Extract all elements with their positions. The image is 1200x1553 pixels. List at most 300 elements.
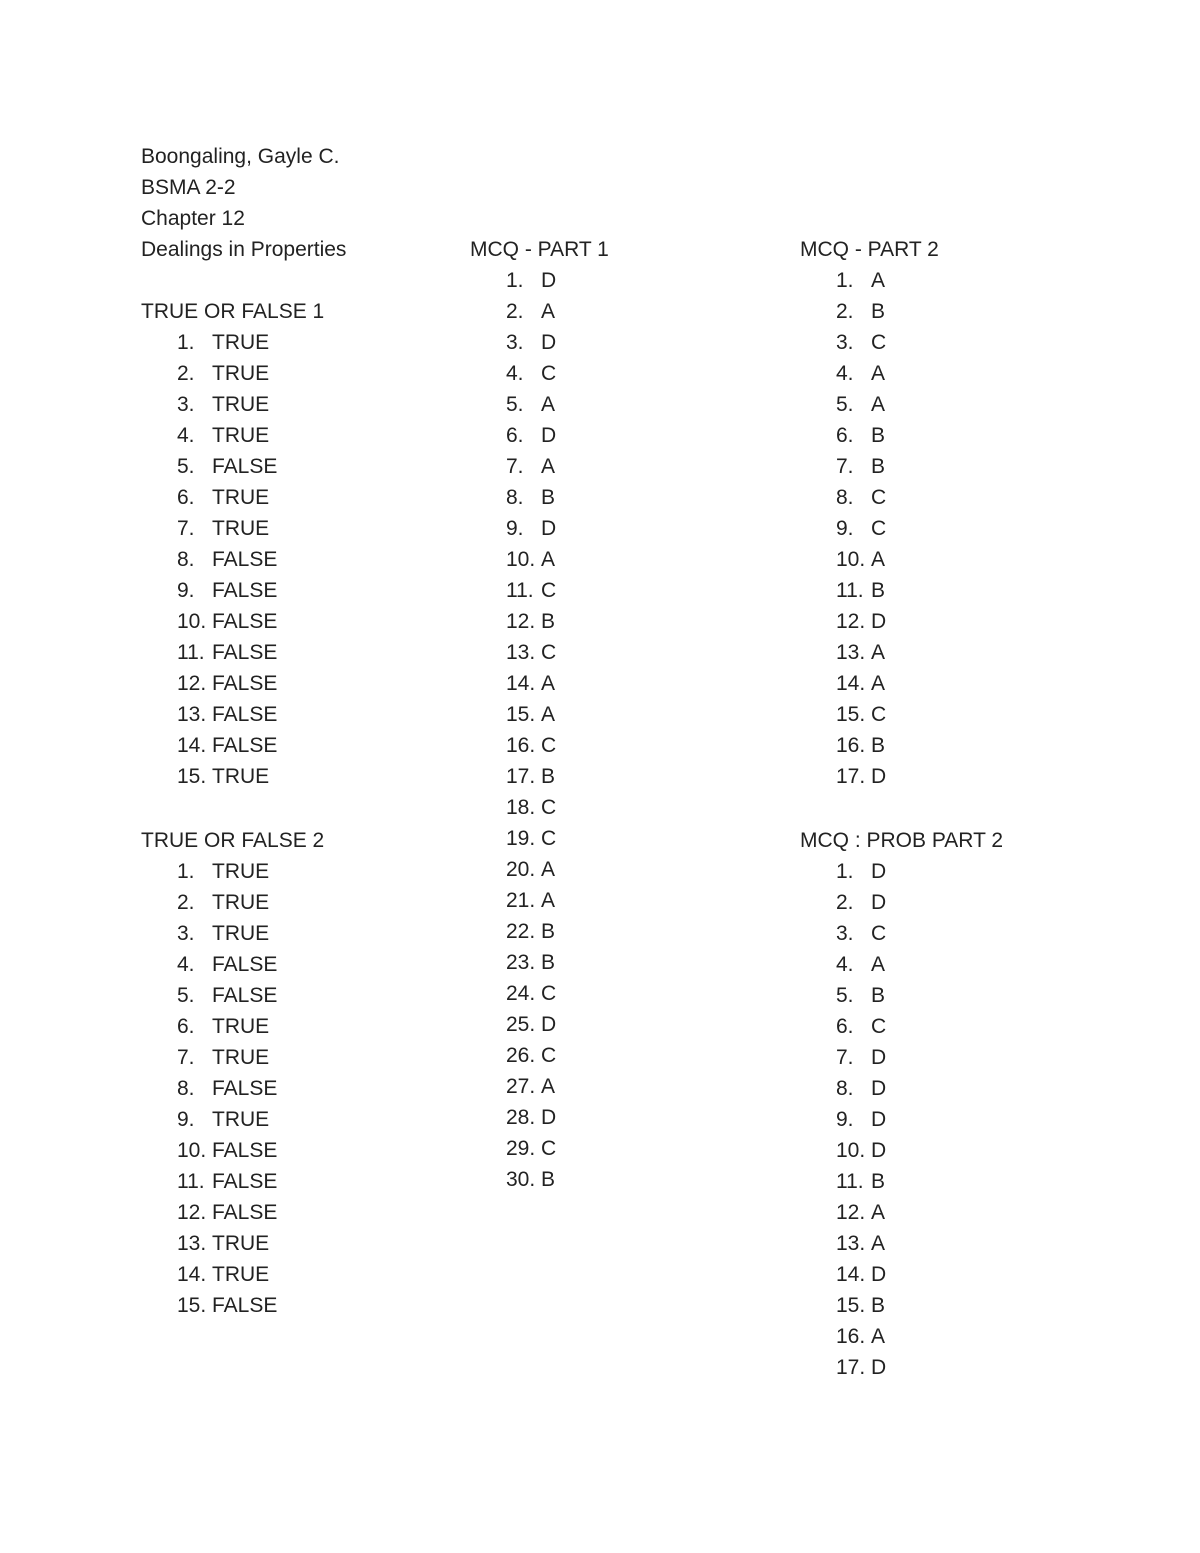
answer-number: 1. [177,860,195,883]
answer-item [836,358,939,389]
answer-number: 8. [177,1077,195,1100]
answer-value: B [541,1168,556,1191]
answer-value: B [871,579,886,602]
answer-number: 15. [177,765,207,788]
answer-value: FALSE [212,548,278,571]
answer-value: A [541,889,556,912]
answer-item [177,668,324,699]
answer-value: A [871,641,886,664]
answer-value: A [871,548,886,571]
answer-value: B [871,1294,886,1317]
answer-value: FALSE [212,1201,278,1224]
answer-item [506,389,609,420]
answer-item [177,730,324,761]
section-true-false-1 [141,296,324,792]
answer-value: B [871,734,886,757]
answer-number: 21. [506,889,536,912]
answer-list [141,327,324,792]
answer-number: 14. [177,1263,207,1286]
answer-item [836,1259,1003,1290]
answer-value: C [541,1137,557,1160]
answer-value: D [541,517,557,540]
answer-number: 7. [177,1046,195,1069]
answer-value: A [541,300,556,323]
answer-number: 16. [836,734,866,757]
answer-value: B [541,765,556,788]
section-title: MCQ : PROB PART 2 [800,829,1004,852]
answer-item [177,1073,324,1104]
answer-value: B [871,300,886,323]
answer-item [177,1228,324,1259]
answer-item [177,637,324,668]
answer-item [506,730,609,761]
answer-value: TRUE [212,1015,270,1038]
answer-number: 18. [506,796,536,819]
answer-value: FALSE [212,734,278,757]
answer-item [836,513,939,544]
answer-number: 11. [177,1170,205,1193]
answer-number: 22. [506,920,536,943]
answer-number: 4. [836,362,854,385]
answer-value: D [541,269,557,292]
answer-number: 9. [836,1108,854,1131]
answer-value: D [871,860,887,883]
answer-item [506,482,609,513]
answer-item [506,451,609,482]
answer-item [836,296,939,327]
answer-item [506,296,609,327]
answer-number: 15. [836,703,866,726]
answer-value: A [541,672,556,695]
answer-item [836,761,939,792]
document-header [141,141,346,265]
answer-value: C [871,517,887,540]
answer-value: D [871,1139,887,1162]
answer-item [836,699,939,730]
answer-number: 16. [836,1325,866,1348]
answer-number: 17. [506,765,536,788]
answer-number: 14. [836,672,866,695]
section-title: MCQ - PART 2 [800,238,939,261]
answer-item [506,265,609,296]
answer-item [177,856,324,887]
answer-item [836,389,939,420]
answer-item [836,730,939,761]
section-title: TRUE OR FALSE 2 [141,829,325,852]
answer-number: 12. [177,1201,207,1224]
answer-number: 3. [836,922,854,945]
answer-number: 30. [506,1168,536,1191]
answer-item [177,389,324,420]
answer-number: 1. [506,269,524,292]
answer-value: A [871,393,886,416]
answer-number: 12. [177,672,207,695]
answer-value: A [541,1075,556,1098]
answer-number: 6. [506,424,524,447]
answer-number: 9. [836,517,854,540]
answer-number: 15. [836,1294,866,1317]
section-title: TRUE OR FALSE 1 [141,300,325,323]
answer-number: 2. [836,300,854,323]
answer-value: C [541,579,557,602]
answer-value: C [541,641,557,664]
answer-value: D [871,1263,887,1286]
answer-number: 5. [177,455,195,478]
answer-value: A [541,858,556,881]
answer-item [506,358,609,389]
answer-value: TRUE [212,1263,270,1286]
answer-number: 10. [836,548,866,571]
answer-item [506,420,609,451]
answer-item [177,420,324,451]
answer-value: TRUE [212,1232,270,1255]
answer-item [177,1197,324,1228]
answer-item [177,887,324,918]
answer-value: B [871,984,886,1007]
answer-number: 8. [836,1077,854,1100]
answer-item [506,1133,609,1164]
answer-number: 3. [836,331,854,354]
answer-item [177,575,324,606]
answer-value: D [541,424,557,447]
answer-item [177,699,324,730]
answer-item [836,949,1003,980]
answer-value: D [871,1108,887,1131]
answer-value: C [871,922,887,945]
answer-value: FALSE [212,672,278,695]
answer-number: 8. [177,548,195,571]
answer-value: B [541,920,556,943]
answer-number: 15. [177,1294,207,1317]
answer-item [836,265,939,296]
answer-number: 3. [177,393,195,416]
answer-number: 2. [177,362,195,385]
section-mcq-prob-part-2 [800,825,1003,1383]
answer-item [177,980,324,1011]
answer-item [836,1073,1003,1104]
answer-item [177,949,324,980]
answer-item [836,1042,1003,1073]
answer-number: 15. [506,703,536,726]
answer-value: C [871,703,887,726]
answer-value: C [541,362,557,385]
answer-number: 1. [836,860,854,883]
answer-item [506,792,609,823]
chapter-label: Chapter 12 [141,207,245,230]
answer-value: D [871,1356,887,1379]
answer-item [506,575,609,606]
answer-value: A [541,703,556,726]
answer-item [506,606,609,637]
answer-value: TRUE [212,891,270,914]
answer-number: 8. [506,486,524,509]
answer-item [506,668,609,699]
answer-value: A [541,393,556,416]
answer-number: 4. [177,953,195,976]
answer-value: B [541,486,556,509]
answer-value: TRUE [212,486,270,509]
student-section: BSMA 2-2 [141,176,236,199]
answer-list [470,265,609,1195]
answer-item [506,978,609,1009]
answer-value: C [541,796,557,819]
answer-value: C [541,982,557,1005]
answer-item [506,513,609,544]
answer-item [177,1259,324,1290]
answer-number: 16. [506,734,536,757]
answer-value: A [871,362,886,385]
answer-item [506,1102,609,1133]
answer-number: 13. [177,703,207,726]
answer-item [506,1040,609,1071]
answer-item [177,1011,324,1042]
answer-number: 28. [506,1106,536,1129]
answer-item [836,1104,1003,1135]
answer-value: FALSE [212,984,278,1007]
answer-number: 8. [836,486,854,509]
answer-number: 2. [177,891,195,914]
answer-item [506,699,609,730]
answer-number: 6. [177,1015,195,1038]
answer-number: 14. [177,734,207,757]
answer-number: 6. [177,486,195,509]
answer-number: 13. [836,641,866,664]
answer-item [177,327,324,358]
answer-number: 20. [506,858,536,881]
answer-number: 7. [177,517,195,540]
student-name: Boongaling, Gayle C. [141,145,340,168]
answer-number: 1. [836,269,854,292]
answer-item [836,1166,1003,1197]
answer-value: D [541,1106,557,1129]
answer-number: 9. [177,579,195,602]
answer-number: 12. [836,610,866,633]
answer-number: 9. [506,517,524,540]
answer-item [177,1290,324,1321]
answer-number: 17. [836,765,866,788]
answer-value: A [541,548,556,571]
answer-value: TRUE [212,362,270,385]
answer-number: 2. [836,891,854,914]
answer-number: 10. [506,548,536,571]
answer-number: 4. [177,424,195,447]
answer-value: C [541,827,557,850]
answer-value: TRUE [212,424,270,447]
answer-item [836,1352,1003,1383]
answer-value: B [871,424,886,447]
topic-label: Dealings in Properties [141,238,347,261]
answer-item [836,327,939,358]
answer-value: D [871,891,887,914]
answer-number: 17. [836,1356,866,1379]
answer-value: TRUE [212,922,270,945]
answer-value: FALSE [212,1139,278,1162]
answer-item [836,1290,1003,1321]
answer-item [836,887,1003,918]
answer-number: 6. [836,1015,854,1038]
answer-item [177,918,324,949]
answer-number: 4. [836,953,854,976]
answer-value: TRUE [212,393,270,416]
answer-value: C [871,331,887,354]
answer-value: TRUE [212,331,270,354]
answer-item [177,1135,324,1166]
answer-item [836,918,1003,949]
answer-value: C [871,486,887,509]
answer-list [141,856,324,1321]
answer-number: 4. [506,362,524,385]
answer-number: 5. [177,984,195,1007]
answer-value: D [541,331,557,354]
answer-value: D [541,1013,557,1036]
section-mcq-part-2 [800,234,939,792]
answer-value: C [871,1015,887,1038]
answer-number: 7. [836,1046,854,1069]
answer-number: 3. [177,922,195,945]
answer-number: 13. [177,1232,207,1255]
answer-list [800,856,1003,1383]
answer-item [836,1011,1003,1042]
answer-item [836,1135,1003,1166]
answer-number: 24. [506,982,536,1005]
answer-number: 12. [836,1201,866,1224]
answer-value: A [871,672,886,695]
answer-item [506,854,609,885]
answer-value: FALSE [212,610,278,633]
answer-item [506,885,609,916]
answer-item [177,1042,324,1073]
answer-value: FALSE [212,703,278,726]
answer-item [506,947,609,978]
answer-value: FALSE [212,579,278,602]
answer-value: B [541,610,556,633]
answer-item [506,761,609,792]
answer-item [506,1009,609,1040]
answer-value: TRUE [212,860,270,883]
answer-number: 12. [506,610,536,633]
answer-number: 5. [836,984,854,1007]
answer-value: C [541,734,557,757]
answer-item [836,1321,1003,1352]
answer-item [177,761,324,792]
answer-item [506,1071,609,1102]
answer-value: A [871,1232,886,1255]
answer-item [506,916,609,947]
answer-number: 13. [506,641,536,664]
section-true-false-2 [141,825,324,1321]
answer-item [177,358,324,389]
answer-item [836,575,939,606]
section-title: MCQ - PART 1 [470,238,609,261]
answer-value: A [541,455,556,478]
answer-value: FALSE [212,455,278,478]
answer-value: B [871,455,886,478]
answer-item [836,668,939,699]
answer-value: A [871,269,886,292]
answer-number: 29. [506,1137,536,1160]
answer-value: TRUE [212,1108,270,1131]
answer-number: 10. [177,1139,207,1162]
answer-value: FALSE [212,641,278,664]
answer-value: C [541,1044,557,1067]
answer-item [506,327,609,358]
answer-value: A [871,1325,886,1348]
answer-number: 27. [506,1075,536,1098]
answer-value: FALSE [212,1170,278,1193]
section-mcq-part-1 [470,234,609,1195]
answer-item [177,513,324,544]
answer-item [836,606,939,637]
answer-item [177,482,324,513]
answer-value: B [871,1170,886,1193]
answer-value: FALSE [212,953,278,976]
answer-number: 11. [177,641,205,664]
answer-number: 23. [506,951,536,974]
answer-item [836,451,939,482]
answer-item [836,1197,1003,1228]
answer-value: TRUE [212,765,270,788]
answer-value: D [871,765,887,788]
answer-value: TRUE [212,1046,270,1069]
answer-number: 11. [506,579,534,602]
answer-item [836,1228,1003,1259]
answer-number: 6. [836,424,854,447]
answer-item [506,1164,609,1195]
answer-number: 3. [506,331,524,354]
answer-value: D [871,1077,887,1100]
answer-number: 26. [506,1044,536,1067]
answer-value: FALSE [212,1294,278,1317]
answer-value: FALSE [212,1077,278,1100]
answer-number: 13. [836,1232,866,1255]
answer-item [506,637,609,668]
answer-item [177,606,324,637]
answer-number: 11. [836,1170,864,1193]
answer-number: 25. [506,1013,536,1036]
answer-number: 11. [836,579,864,602]
answer-number: 19. [506,827,536,850]
answer-number: 14. [836,1263,866,1286]
answer-value: A [871,953,886,976]
answer-item [836,856,1003,887]
answer-value: D [871,1046,887,1069]
answer-number: 5. [506,393,524,416]
answer-item [506,544,609,575]
answer-value: TRUE [212,517,270,540]
answer-item [836,637,939,668]
answer-item [177,451,324,482]
answer-item [177,1166,324,1197]
answer-number: 7. [836,455,854,478]
answer-item [506,823,609,854]
answer-item [836,482,939,513]
answer-number: 10. [836,1139,866,1162]
answer-item [836,544,939,575]
answer-number: 10. [177,610,207,633]
answer-item [177,1104,324,1135]
answer-item [836,980,1003,1011]
answer-number: 14. [506,672,536,695]
answer-value: D [871,610,887,633]
answer-value: B [541,951,556,974]
answer-number: 9. [177,1108,195,1131]
answer-value: A [871,1201,886,1224]
answer-number: 2. [506,300,524,323]
answer-list [800,265,939,792]
answer-number: 1. [177,331,195,354]
answer-number: 5. [836,393,854,416]
answer-item [836,420,939,451]
